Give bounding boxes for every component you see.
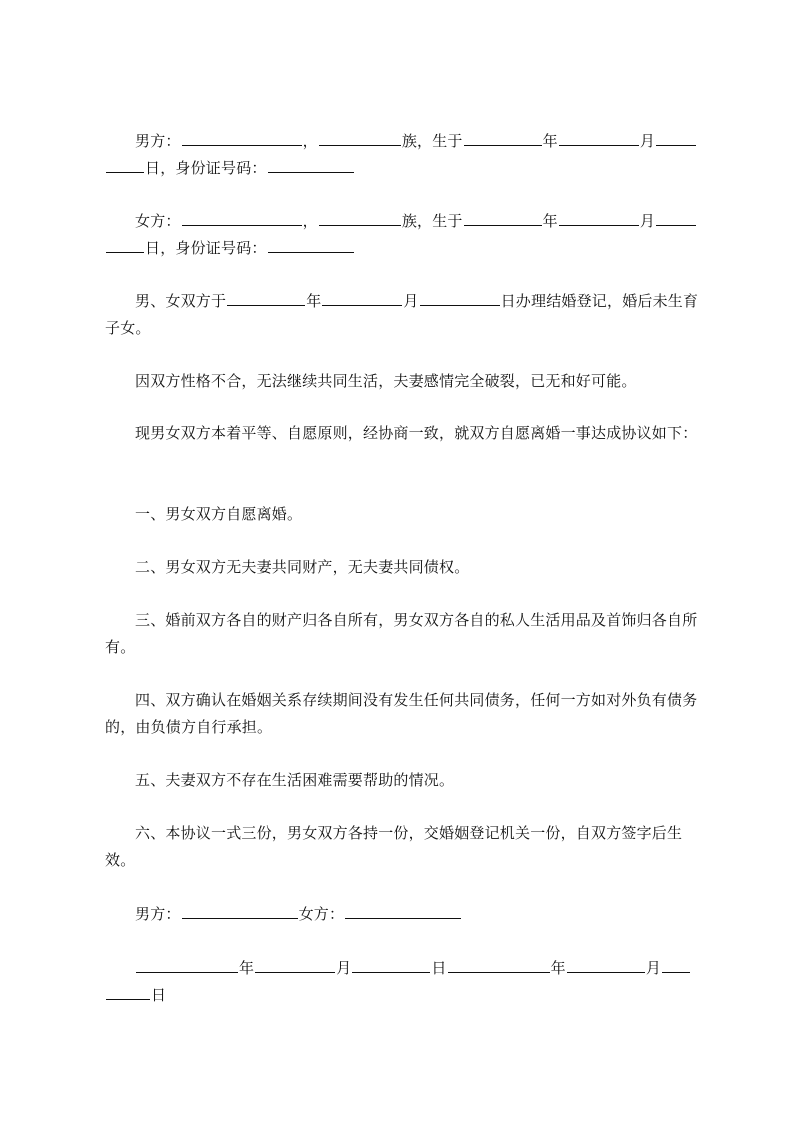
- signature-wife-blank: [345, 903, 461, 919]
- date1-month-blank: [255, 957, 335, 973]
- wife-label: 女方：: [135, 212, 181, 230]
- signature-paragraph: [105, 901, 702, 928]
- wife-birth-day-blank-a: [656, 210, 696, 226]
- clause-2: 二、男女双方无夫妻共同财产，无夫妻共同债权。: [135, 558, 470, 576]
- wife-info-paragraph: 女方： ， 族，生于 年 月日，身份证号码：: [105, 208, 702, 262]
- signature-husband-label: 男方：: [135, 905, 181, 923]
- wife-id-blank: [268, 237, 354, 253]
- husband-birth-month-blank: [559, 130, 639, 146]
- marriage-day-blank: [420, 290, 500, 306]
- date2-day-blank-b: [106, 984, 150, 1000]
- wife-birth-year-blank: [464, 210, 542, 226]
- husband-birth-day-blank-b: [106, 157, 144, 173]
- clause-4: 四、双方确认在婚姻关系存续期间没有发生任何共同债务，任何一方如对外负有债务的，由负债方自行承担。: [105, 691, 698, 736]
- wife-name-blank: [182, 210, 302, 226]
- intro-paragraph: 现男女双方本着平等、自愿原则，经协商一致，就双方自愿离婚一事达成协议如下：: [135, 424, 698, 442]
- wife-birth-day-blank-b: [106, 237, 144, 253]
- husband-birth-day-blank-a: [656, 130, 696, 146]
- husband-id-blank: [268, 157, 354, 173]
- clause-6: 六、本协议一式三份，男女双方各持一份，交婚姻登记机关一份，自双方签字后生效。: [105, 824, 683, 869]
- date2-day-blank-a: [662, 957, 690, 973]
- date1-day-blank: [352, 957, 430, 973]
- clause-5: 五、夫妻双方不存在生活困难需要帮助的情况。: [135, 771, 455, 789]
- marriage-paragraph: 男、女双方于 年 月 日办理结婚登记，婚后未生育子女。: [105, 292, 699, 337]
- date2-year-blank: [448, 957, 550, 973]
- husband-info-paragraph: 男方： ， 族，生于 年 月日，身份证号码：: [105, 128, 702, 182]
- date1-year-blank: [136, 957, 238, 973]
- husband-name-blank: [182, 130, 302, 146]
- signature-husband-blank: [182, 903, 298, 919]
- date2-month-blank: [567, 957, 645, 973]
- wife-ethnicity-blank: [319, 210, 401, 226]
- wife-birth-month-blank: [559, 210, 639, 226]
- husband-birth-year-blank: [464, 130, 542, 146]
- clause-1: 一、男女双方自愿离婚。: [135, 505, 303, 523]
- marriage-month-blank: [322, 290, 402, 306]
- clause-3: 三、婚前双方各自的财产归各自所有，男女双方各自的私人生活用品及首饰归各自所有。: [105, 611, 698, 656]
- reason-paragraph: 因双方性格不合，无法继续共同生活，夫妻感情完全破裂，已无和好可能。: [135, 372, 637, 390]
- husband-ethnicity-blank: [319, 130, 401, 146]
- signature-wife-label: 女方：: [298, 905, 345, 923]
- date-paragraph: 年 月 日 年 月日: [105, 955, 702, 1009]
- marriage-year-blank: [227, 290, 305, 306]
- husband-label: 男方：: [135, 132, 181, 150]
